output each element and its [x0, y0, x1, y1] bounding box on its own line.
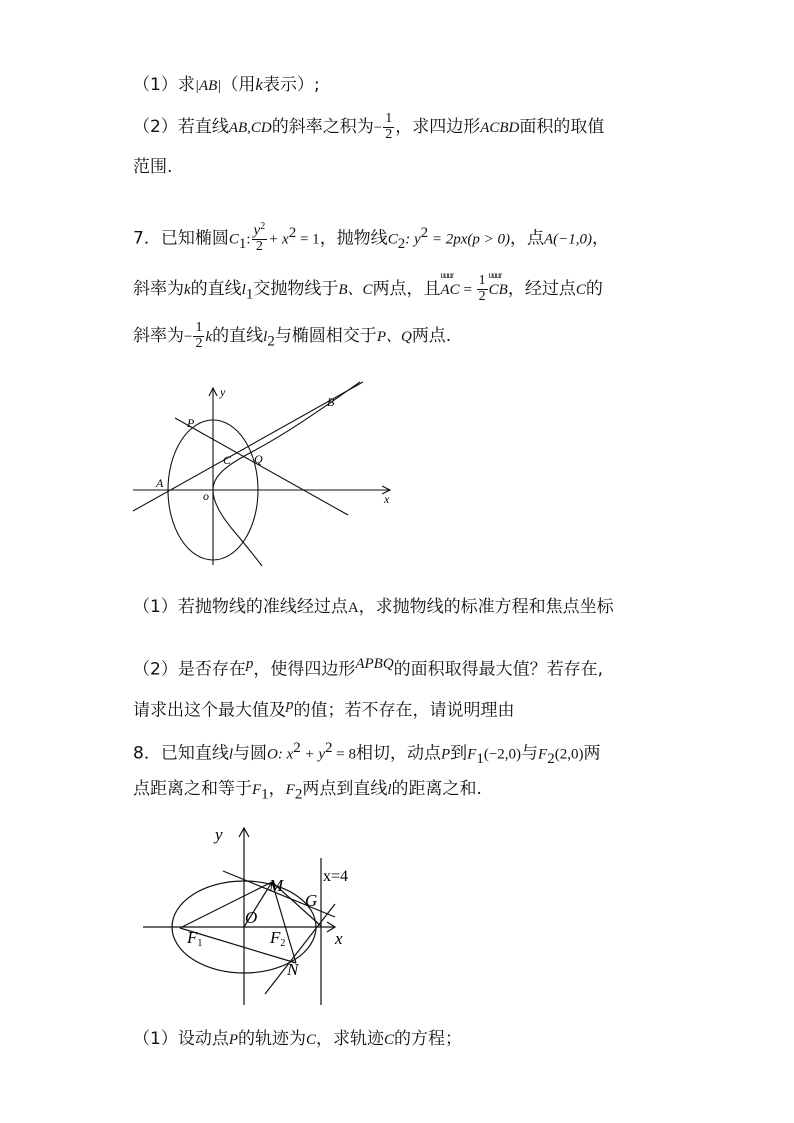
- label-C: C: [223, 453, 232, 467]
- q6-part2: （2）若直线AB,CD的斜率之积为− $\frac{1}{2}$ ，求四边形ACBD面积的取值: [133, 111, 605, 142]
- vector-ac: uuur AC: [440, 270, 460, 299]
- label-y: y: [220, 385, 226, 399]
- parabola-lower: [213, 490, 262, 566]
- q8-figure: [135, 820, 370, 1010]
- label-M: M: [269, 876, 284, 895]
- tangent-n: [265, 904, 335, 994]
- fraction: $\frac{1}{2}$: [385, 111, 393, 142]
- label-B: B: [327, 395, 335, 409]
- label-x-4: x=4: [323, 868, 349, 885]
- q7-sub2: （2）是否存在$^p$，使得四边形$^{APBQ}$的面积取得最大值？若存在,: [133, 656, 604, 680]
- q8-sub1: （1）设动点P的轨迹为C，求轨迹C的方程；: [133, 1029, 463, 1049]
- q7-sub2-cont: 请求出这个最大值及$^p$的值；若不存在，请说明理由: [133, 697, 515, 721]
- parabola-upper: [213, 382, 360, 490]
- q7-line1: 7．已知椭圆$C_1$: $\frac{y^2}{2}$ + $x^2 = 1$，抛物线$C_2$: $y^2 = 2px(p > 0)$，点A(−1,0)，: [133, 221, 610, 255]
- fraction: $\frac{y^2}{2}$: [253, 221, 266, 255]
- label-Q: Q: [254, 452, 263, 466]
- label-F1: F1: [187, 928, 203, 949]
- label-x: x: [384, 492, 390, 506]
- q8-line1: 8．已知直线l与圆O: $x^2 + y^2 = 8$相切，动点P到$F_1(-2,0)$与$F_2(2,0)$两: [133, 740, 601, 768]
- label-A: A: [156, 476, 164, 490]
- q7-line2: 斜率为k的直线$l_1$交抛物线于B、C两点，且 uuur AC = $\frac{1}{2}$ uuur CB，经过点C的: [133, 270, 603, 304]
- label-y: y: [215, 825, 223, 844]
- line-l2: [175, 418, 348, 515]
- q7-line3: 斜率为− $\frac{1}{2}$ k的直线$l_2$与椭圆相交于P、Q两点.: [133, 320, 452, 351]
- label-F2: F2: [270, 928, 286, 949]
- q6-part2-cont: 范围.: [133, 157, 173, 177]
- label-P: P: [187, 416, 195, 430]
- q7-sub1: （1）若抛物线的准线经过点A，求抛物线的标准方程和焦点坐标: [133, 597, 614, 617]
- label-N: N: [287, 960, 299, 979]
- fraction: $\frac{1}{2}$: [195, 320, 203, 351]
- label-x: x: [335, 929, 343, 948]
- q8-line2: 点距离之和等于$F_1$，$F_2$两点到直线l的距离之和.: [133, 779, 482, 803]
- label-O: O: [245, 908, 258, 927]
- vector-cb: uuur CB: [488, 270, 508, 299]
- q7-figure: [120, 370, 410, 575]
- q6-part1: （1）求|AB|（用k表示）;: [133, 75, 320, 95]
- label-O: o: [203, 489, 209, 503]
- fraction: $\frac{1}{2}$: [478, 273, 486, 304]
- label-G: G: [305, 891, 318, 910]
